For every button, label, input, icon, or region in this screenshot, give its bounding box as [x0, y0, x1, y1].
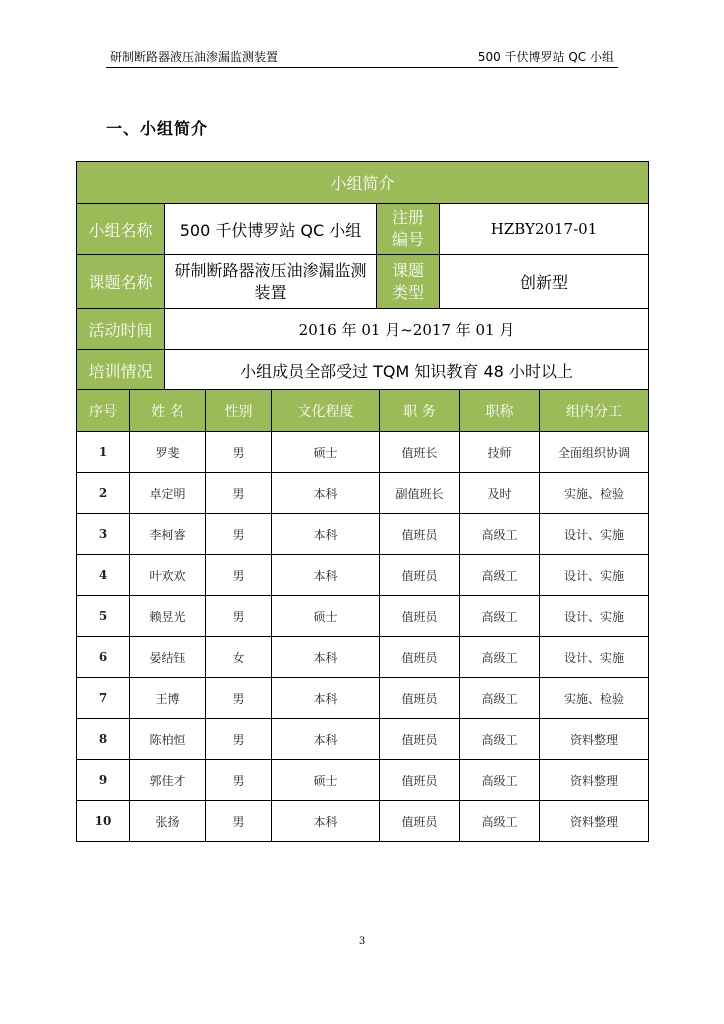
row-number: 10 [77, 801, 130, 842]
table-cell: 男 [206, 596, 272, 637]
table-row [77, 514, 649, 555]
reg-label: 注册编号 [377, 204, 440, 255]
header-cell: 姓 名 [130, 390, 206, 432]
table-cell: 本科 [272, 801, 380, 842]
table-row [77, 719, 649, 760]
intro-title: 小组简介 [77, 162, 649, 204]
table-cell: 值班长 [380, 432, 460, 473]
header-cell: 组内分工 [540, 390, 649, 432]
table-cell: 全面组织协调 [540, 432, 649, 473]
table-cell: 设计、实施 [540, 514, 649, 555]
training-label: 培训情况 [77, 350, 165, 391]
table-cell: 值班员 [380, 801, 460, 842]
table-cell: 本科 [272, 555, 380, 596]
table-cell: 值班员 [380, 719, 460, 760]
reg-value: HZBY2017-01 [440, 204, 649, 255]
table-cell: 张扬 [130, 801, 206, 842]
page-number: 3 [358, 936, 366, 947]
row-number: 1 [77, 432, 130, 473]
table-cell: 设计、实施 [540, 637, 649, 678]
topic-label: 课题名称 [77, 255, 165, 309]
topic-type-value: 创新型 [440, 255, 649, 309]
training-value: 小组成员全部受过 TQM 知识教育 48 小时以上 [165, 350, 649, 391]
table-cell: 郭佳才 [130, 760, 206, 801]
table-cell: 高级工 [460, 514, 540, 555]
header-cell: 职称 [460, 390, 540, 432]
table-cell: 资料整理 [540, 719, 649, 760]
table-cell: 值班员 [380, 555, 460, 596]
table-cell: 本科 [272, 637, 380, 678]
activity-label: 活动时间 [77, 309, 165, 350]
table-cell: 值班员 [380, 514, 460, 555]
table-cell: 陈柏恒 [130, 719, 206, 760]
table-cell: 叶欢欢 [130, 555, 206, 596]
table-cell: 男 [206, 473, 272, 514]
table-cell: 赖昱光 [130, 596, 206, 637]
table-row [77, 555, 649, 596]
table-cell: 晏结钰 [130, 637, 206, 678]
group-name-label: 小组名称 [77, 204, 165, 255]
table-cell: 本科 [272, 473, 380, 514]
table-cell: 男 [206, 801, 272, 842]
table-row [77, 760, 649, 801]
table-cell: 值班员 [380, 760, 460, 801]
table-cell: 罗斐 [130, 432, 206, 473]
table-cell: 本科 [272, 719, 380, 760]
table-cell: 实施、检验 [540, 473, 649, 514]
table-cell: 硕士 [272, 596, 380, 637]
table-cell: 本科 [272, 514, 380, 555]
table-cell: 王博 [130, 678, 206, 719]
members-header-row [77, 390, 649, 432]
table-cell: 男 [206, 760, 272, 801]
table-cell: 硕士 [272, 760, 380, 801]
row-number: 6 [77, 637, 130, 678]
row-number: 9 [77, 760, 130, 801]
row-number: 8 [77, 719, 130, 760]
table-cell: 高级工 [460, 801, 540, 842]
header-group: 500 千伏博罗站 QC 小组 [477, 50, 614, 64]
members-table [76, 389, 649, 842]
header-cell: 性别 [206, 390, 272, 432]
table-cell: 值班员 [380, 678, 460, 719]
section-title: 一、小组简介 [106, 119, 209, 138]
table-cell: 高级工 [460, 596, 540, 637]
table-row [77, 473, 649, 514]
table-cell: 资料整理 [540, 760, 649, 801]
table-cell: 男 [206, 678, 272, 719]
table-cell: 女 [206, 637, 272, 678]
table-cell: 及时 [460, 473, 540, 514]
table-cell: 技师 [460, 432, 540, 473]
table-cell: 硕士 [272, 432, 380, 473]
table-cell: 卓定明 [130, 473, 206, 514]
row-number: 2 [77, 473, 130, 514]
activity-value: 2016 年 01 月~2017 年 01 月 [165, 309, 649, 350]
table-cell: 男 [206, 719, 272, 760]
intro-table [76, 161, 649, 391]
table-cell: 设计、实施 [540, 596, 649, 637]
table-cell: 值班员 [380, 637, 460, 678]
group-name-value: 500 千伏博罗站 QC 小组 [165, 204, 377, 255]
row-number: 5 [77, 596, 130, 637]
table-cell: 高级工 [460, 555, 540, 596]
table-cell: 高级工 [460, 678, 540, 719]
table-cell: 男 [206, 514, 272, 555]
row-number: 3 [77, 514, 130, 555]
table-cell: 本科 [272, 678, 380, 719]
table-row [77, 801, 649, 842]
row-number: 4 [77, 555, 130, 596]
table-cell: 男 [206, 432, 272, 473]
table-cell: 资料整理 [540, 801, 649, 842]
header-cell: 序号 [77, 390, 130, 432]
table-row [77, 637, 649, 678]
header-title: 研制断路器液压油渗漏监测装置 [110, 50, 279, 64]
table-cell: 高级工 [460, 637, 540, 678]
page-header [106, 48, 618, 68]
table-cell: 高级工 [460, 760, 540, 801]
table-row [77, 678, 649, 719]
table-cell: 男 [206, 555, 272, 596]
topic-type-label: 课题类型 [377, 255, 440, 309]
header-cell: 文化程度 [272, 390, 380, 432]
table-row [77, 596, 649, 637]
row-number: 7 [77, 678, 130, 719]
table-row [77, 432, 649, 473]
table-cell: 副值班长 [380, 473, 460, 514]
table-cell: 实施、检验 [540, 678, 649, 719]
table-cell: 值班员 [380, 596, 460, 637]
table-cell: 李柯睿 [130, 514, 206, 555]
topic-value: 研制断路器液压油渗漏监测装置 [165, 255, 377, 309]
header-cell: 职 务 [380, 390, 460, 432]
table-cell: 高级工 [460, 719, 540, 760]
table-cell: 设计、实施 [540, 555, 649, 596]
